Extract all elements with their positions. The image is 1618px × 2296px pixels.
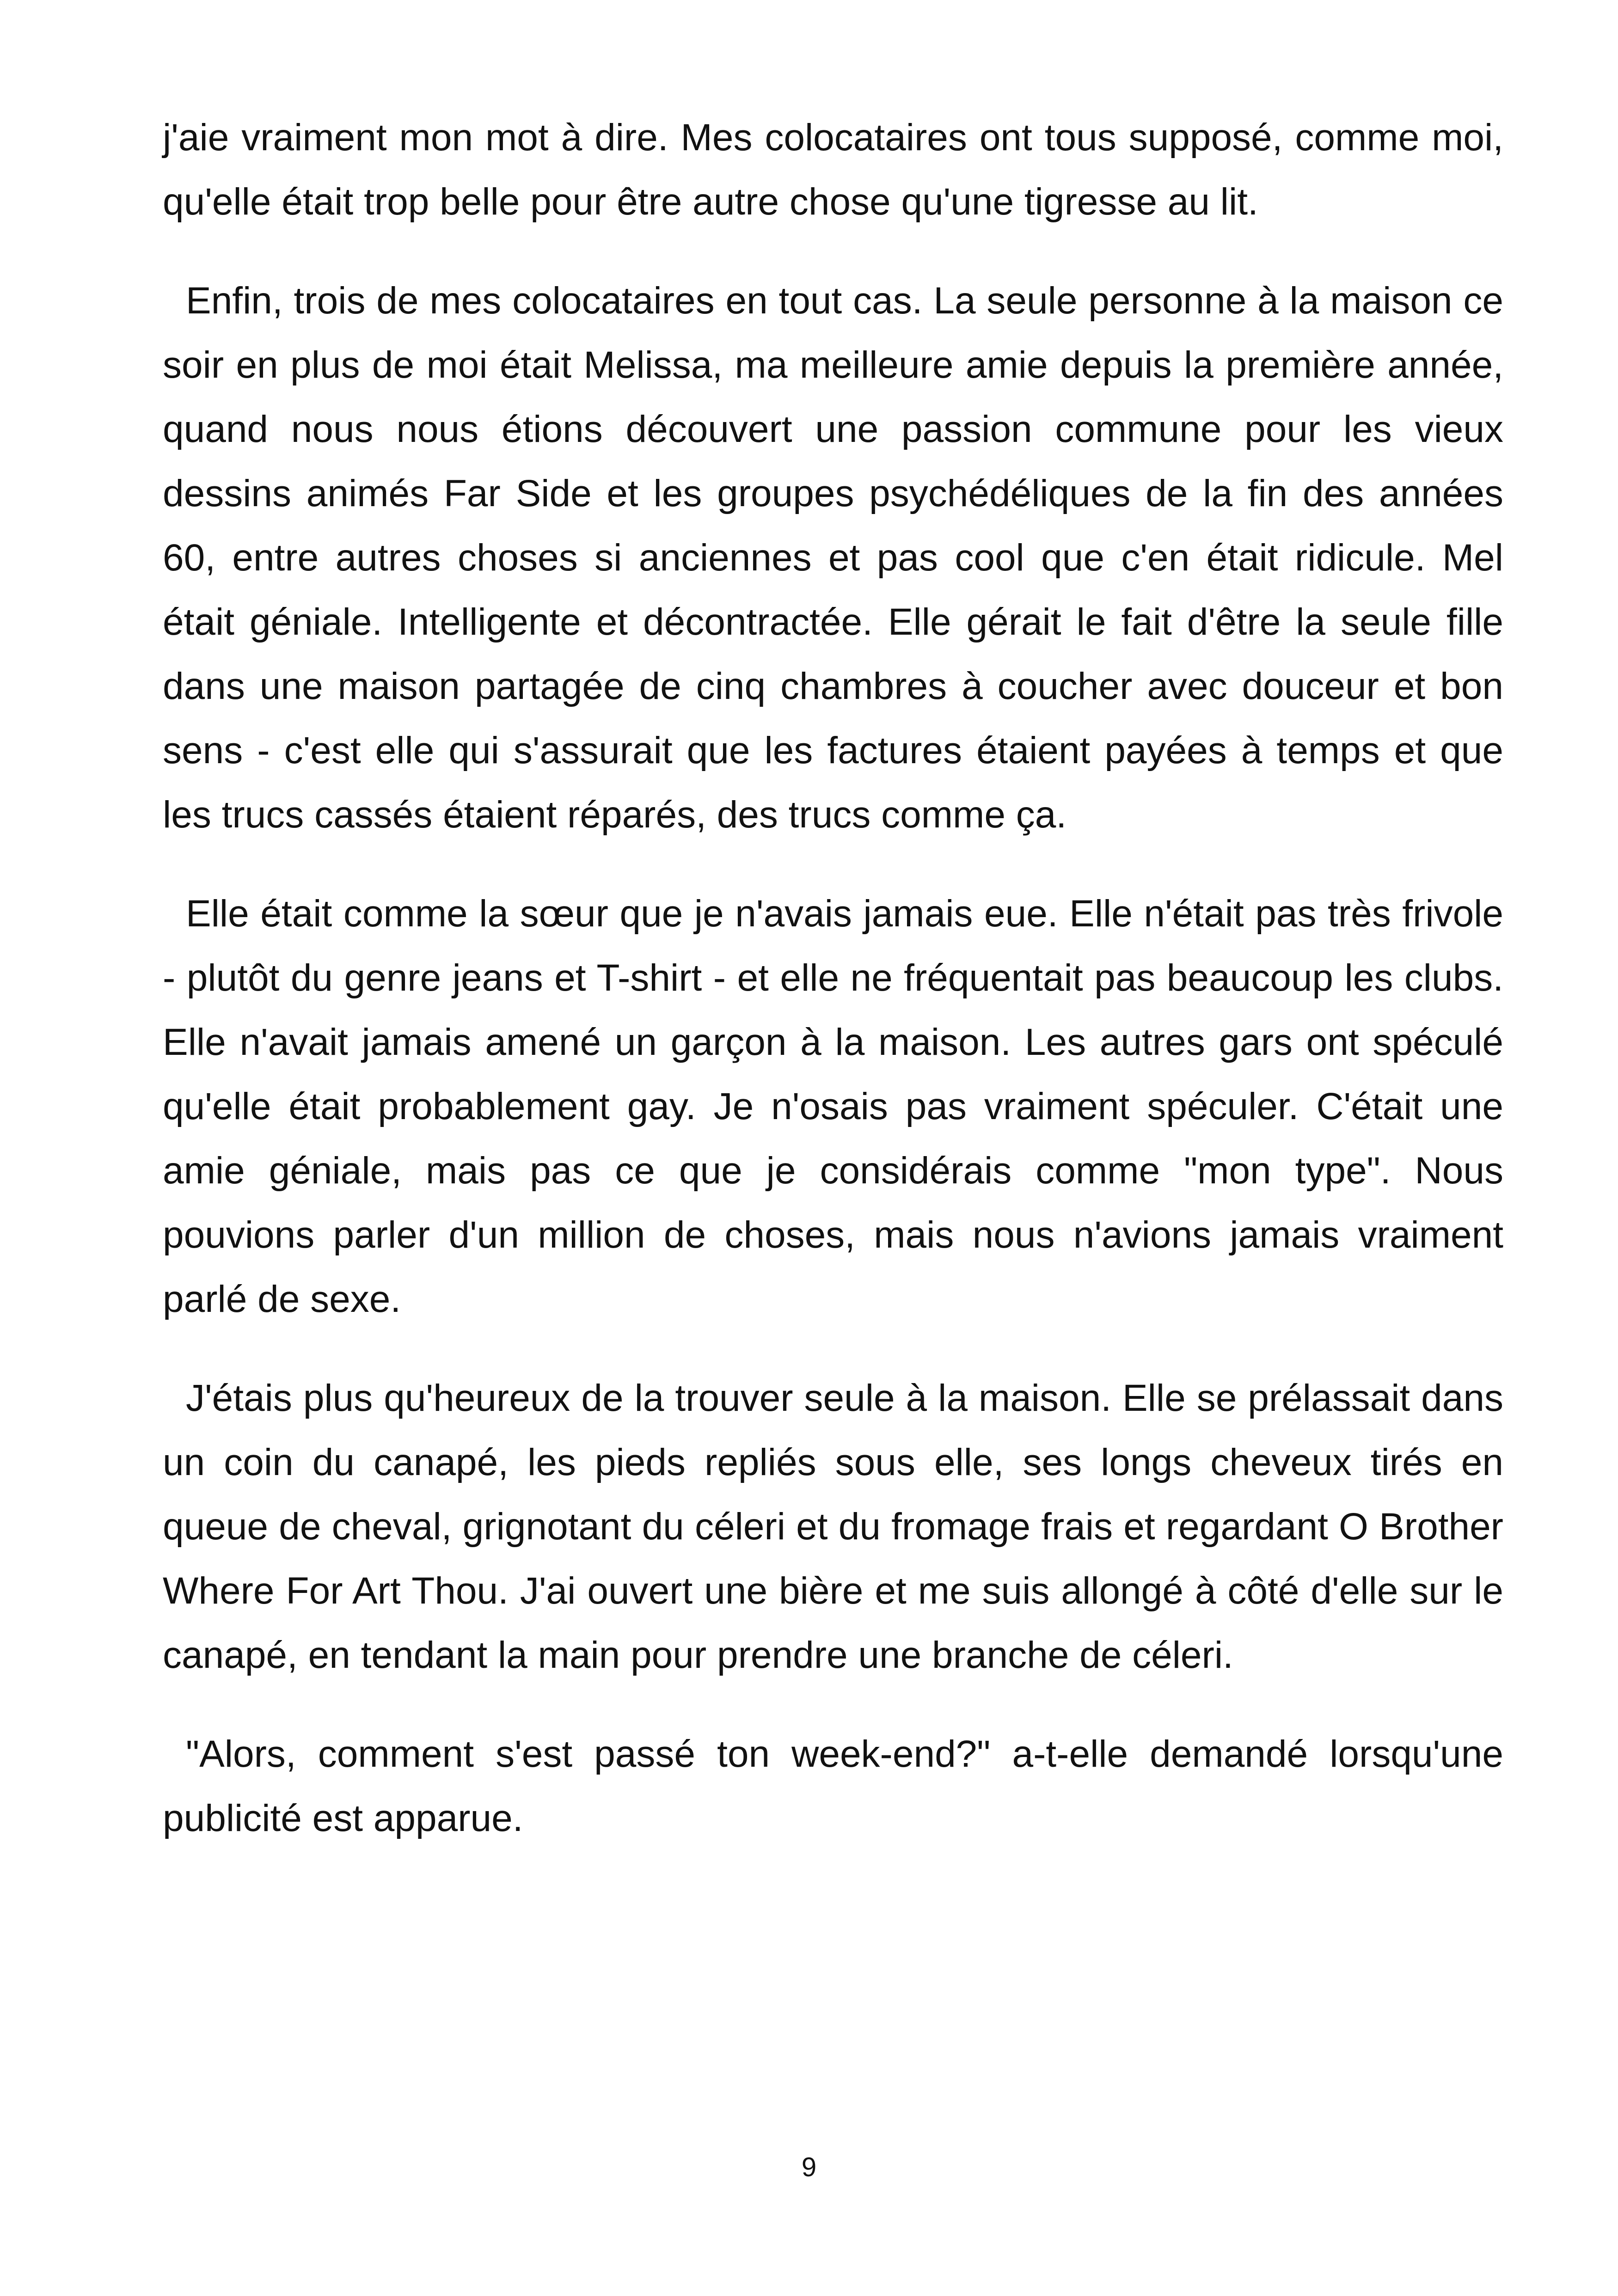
paragraph-4: J'étais plus qu'heureux de la trouver seule à la maison. Elle se prélassait dans un coin du canapé, les pieds repliés sous elle, ses longs cheveux tirés en queue de cheval, grignotant du céleri et du fromage frais et regardant O Brother Where For Art Thou. J'ai ouvert une bière et me suis allongé à côté d'elle sur le canapé, en tendant la main pour prendre une branche de céleri.: [163, 1377, 1503, 1676]
paragraph-2: Enfin, trois de mes colocataires en tout cas. La seule personne à la maison ce soir en plus de moi était Melissa, ma meilleure amie depuis la première année, quand nous nous étions découvert une passion commune pour les vieux dessins animés Far Side et les groupes psychédéliques de la fin des années 60, entre autres choses si anciennes et pas cool que c'en était ridicule. Mel était géniale. Intelligente et décontractée. Elle gérait le fait d'être la seule fille dans une maison partagée de cinq chambres à coucher avec douceur et bon sens - c'est elle qui s'assurait que les factures étaient payées à temps et que les trucs cassés étaient réparés, des trucs comme ça.: [163, 280, 1503, 836]
paragraph-1: j'aie vraiment mon mot à dire. Mes colocataires ont tous supposé, comme moi, qu'elle était trop belle pour être autre chose qu'une tigresse au lit.: [163, 116, 1503, 223]
paragraph-5: "Alors, comment s'est passé ton week-end?" a-t-elle demandé lorsqu'une publicité est apparue.: [163, 1733, 1503, 1839]
body-text: [163, 105, 1503, 1885]
page-number: 9: [801, 2152, 817, 2182]
paragraph-3: Elle était comme la sœur que je n'avais jamais eue. Elle n'était pas très frivole - plutôt du genre jeans et T-shirt - et elle ne fréquentait pas beaucoup les clubs. Elle n'avait jamais amené un garçon à la maison. Les autres gars ont spéculé qu'elle était probablement gay. Je n'osais pas vraiment spéculer. C'était une amie géniale, mais pas ce que je considérais comme "mon type". Nous pouvions parler d'un million de choses, mais nous n'avions jamais vraiment parlé de sexe.: [163, 893, 1503, 1320]
